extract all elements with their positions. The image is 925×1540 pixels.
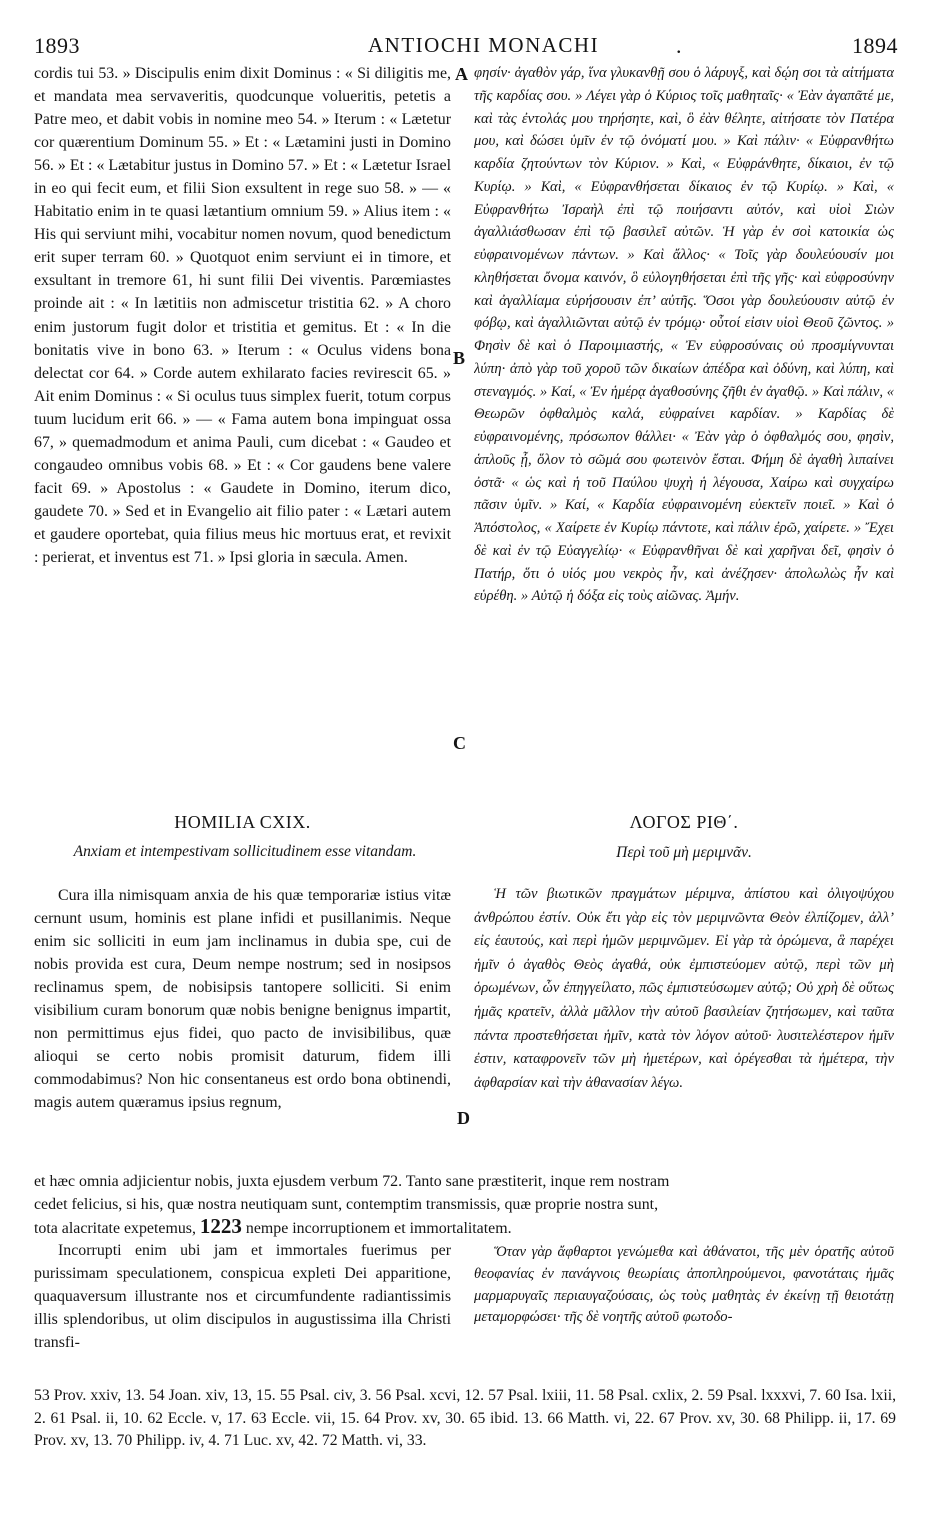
latin-continued-text: cordis tui 53. » Discipulis enim dixit Dominus : « Si diligitis me, et mandata mea servaveritis, quodcunque volueritis, petetis a Patre meo, et dabit vobis in nomine meo 54. » Iterum : « Lætetur cor quærentium Dominum 55. » Et : « Lætamini justi in Domino 56. » Et : « Lætabitur justus in Domino 57. » Et : « Lætetur Israel in eo qui fecit eum, et filii Sion exsultent in rege suo 58. » — « Habitatio enim in te quasi lætantium omnium 59. » Alius item : « His qui serviunt mihi, vocabitur nomen novum, quod benedictum erit super terram 60. » Quotquot enim serviunt ei in timore, et exsultant in tremore 61, hi sunt filii Dei viventis. Parœmiastes proinde ait : « In lætitiis non admiscetur tristitia 62. » A choro enim justorum fugit dolor et tristitia et gemitus. Et : « In die bonitatis vive in bono 63. » Iterum : « Oculus videns bona delectat cor 64. » Corde autem exhilarato facies revirescit 65. » Ait enim Dominus : « Si oculus tuus simplex fuerit, totum corpus tuum lucidum erit 66. » — « Fama autem bona impinguat ossa 67, » quemadmodum et anima Pauli, cum dicebat : « Gaudeo et congaudeo omnibus vobis 68. » Et : « Cor gaudens bene valere facit 69. » Apostolus : « Gaudete in Domino, iterum dico, gaudete 70. » Sed et in Evangelio ait filio pater : « Lætari autem et gaudere oportebat, quia filius meus hic mortuus erat, et revixit : perierat, et inventus est 71. » Ipsi gloria in sæcula. Amen. [34,65,451,566]
latin-line-3-end: nempe incorruptionem et immortalitatem. [245,1220,512,1237]
column-number: 1223 [199,1214,242,1238]
latin-homily-text: Cura illa nimisquam anxia de his quæ temporariæ istius vitæ cernunt usum, hominis est plane infidi et pusillanimis. Neque enim sic solliciti in eum jam inclinamus in dubia spe, cui de nobis provida est cura, Deum nempe nostrum; sed in nosipsos reclinamus spem, de nobisipsis tantopere solliciti. Si enim visibilium curam bonorum quæ nobis benigne benignus impartit, non permittimus ejus fidei, quo pacto de invisibilibus, quæ alioqui se certo nobis promisit daturum, fidem illi commodabimus? Non hic consentaneus est ordo bona obtinendi, magis autem quæramus ipsius regnum, [34,887,451,1112]
margin-letter-b: B [453,348,466,368]
latin-line-3-start: tota alacritate expetemus, [34,1220,196,1237]
page-number-left: 1893 [34,33,80,58]
greek-homily-title: ΛΟΓΟΣ ΡΙΘ΄. [629,812,739,832]
latin-homily-text-continued: Incorrupti enim ubi jam et immortales fuerimus per purissimam speculationem, conspicua expleti Dei apparitione, quaquaversum illustrante nos et circumfundente radiantissimis illis splendoribus, ut olim discipulos in augustissima illa Christi transfi- [34,1242,451,1352]
greek-homily-text-continued: Ὅταν γὰρ ἄφθαρτοι γενώμεθα καὶ ἀθάνατοι, τῆς μὲν ὁρατῆς αὐτοῦ θεοφανίας ἐν πανάγνοις θεωρίαις ἀποπληρούμενοι, φανοτάταις ἡμᾶς μαρμαρυγαῖς περιαυγαζούσαις, ὡς τοὺς μαθητὰς ἐν ἐκείνῃ τῇ θειοτάτῃ μεταμορφώσει· τῆς δὲ νοητῆς αὐτοῦ φωτοδο- [474,1244,894,1326]
margin-letter-c: C [453,733,466,753]
latin-full-width-line-2: cedet felicius, si his, quæ nostra neutiquam sunt, contemptim transmissis, quæ proprie nostra sunt, [34,1196,659,1213]
margin-letter-a: A [455,64,468,84]
page-number-right: 1894 [852,33,898,58]
latin-homily-subtitle: Anxiam et intempestivam sollicitudinem esse vitandam. [73,843,417,860]
latin-homily-title: HOMILIA CXIX. [174,812,311,832]
running-header [28,33,898,61]
greek-homily-text: Ἡ τῶν βιωτικῶν πραγμάτων μέριμνα, ἀπίστου καὶ ὀλιγοψύχου ἀνθρώπου ἐστίν. Οὐκ ἔτι γὰρ εἰς τὸν μεριμνῶντα Θεὸν ἐλπίζομεν, ἀλλ’ εἰς ἑαυτούς, καὶ περὶ ἡμῶν μεριμνῶμεν. Εἰ γὰρ τὰ ὁρώμενα, ἃ παρέχει ἡμῖν ὁ ἀγαθὸς Θεὸς ἀγαθά, οὐκ ἐμπιστεύομεν αὐτῷ, περὶ τῶν μὴ ὁρωμένων, ὧν ἐπηγγείλατο, πῶς ἐμπιστεύσωμεν αὐτῷ; Οὐ χρὴ δὲ οὕτως ἡμᾶς κρατεῖν, ἀλλὰ μᾶλλον τὴν αὐτοῦ βασιλείαν ζητήσωμεν, καὶ ταῦτα πάντα προστεθήσεται ἡμῖν, κατὰ τὸν λόγον αὐτοῦ· λυσιτελέστερον ἡμῖν ἐστιν, καταφρονεῖν τῶν μὴ ἡμετέρων, καὶ ὀρέγεσθαι τὰ ἡμέτερα, τὴν ἀφθαρσίαν καὶ τὴν ἀθανασίαν λέγω. [474,886,894,1091]
latin-full-width-line-3 [34,1215,896,1240]
running-title: ANTIOCHI MONACHI [368,33,600,57]
header-dot: . [676,33,682,58]
greek-continued-text: φησίν· ἀγαθὸν γάρ, ἵνα γλυκανθῇ σου ὁ λάρυγξ, καὶ δῴη σοι τὰ αἰτήματα τῆς καρδίας σου. » Λέγει γὰρ ὁ Κύριος τοῖς μαθηταῖς· « Ἐὰν ἀγαπᾶτέ με, καὶ τὰς ἐντολάς μου τηρήσητε, καὶ, ὃ ἐὰν θέλητε, αἰτήσατε τὸν Πατέρα μου, καὶ δώσει ὑμῖν ἐν τῷ ὀνόματί μου. » Καὶ πάλιν· « Εὐφρανθήτω καρδία ζητούντων τὸν Κύριον. » Καὶ, « Εὐφράνθητε, δίκαιοι, ἐν τῷ Κυρίῳ. » Καὶ, « Εὐφρανθήσεται δίκαιος ἐν τῷ Κυρίῳ. » Καὶ, « Εὐφρανθήτω Ἰσραὴλ ἐπὶ τῷ ποιήσαντι αὐτόν, καὶ υἱοὶ Σιὼν ἀγαλλιάσθωσαν ἐπὶ τῷ βασιλεῖ αὐτῶν. Ἡ γὰρ ἐν σοὶ κατοικία ὡς εὐφραινομένων πάντων. » Καὶ ἄλλος· « Τοῖς γὰρ δουλεύουσίν μοι κληθήσεται ὄνομα καινόν, ὃ εὐλογηθήσεται ἐπὶ τῆς γῆς· καὶ εὐφροσύνην καὶ ἀγαλλίαμα εὑρήσουσιν ἐπ’ αὐτῆς. Ὅσοι γὰρ δουλεύουσιν αὐτῷ ἐν φόβῳ, καὶ ἀγαλλιῶνται αὐτῷ ἐν τρόμῳ· οὗτοί εἰσιν υἱοὶ Θεοῦ ζῶντος. » Φησὶν δὲ καὶ ὁ Παροιμιαστής, « Ἐν εὐφροσύναις οὐ προσμίγνυνται λύπη· ἀπὸ γὰρ τοῦ χοροῦ τῶν δικαίων ἀπέδρα καὶ ὀδύνη, καὶ λύπη, καὶ στεναγμός. » Καί, « Ἐν ἡμέρᾳ ἀγαθοσύνης ζῆθι ἐν ἀγαθῷ. » Καὶ πάλιν, « Θεωρῶν ὀφθαλμὸς καλά, εὐφραίνει καρδίαν. » Καρδίας δὲ εὐφραινομένης, πρόσωπον θάλλει· « Ἐὰν γὰρ ὁ ὀφθαλμός σου, φησὶν, ἁπλοῦς ᾖ, ὅλον τὸ σῶμά σου φωτεινὸν ἔσται. Φήμη δὲ ἀγαθὴ λιπαίνει ὀστᾶ· « ὡς καὶ ἡ τοῦ Παύλου ψυχὴ ἡ λέγουσα, Χαίρω καὶ συγχαίρω πᾶσιν ὑμῖν. » Καί, « Καρδία εὐφραινομένη εὐεκτεῖν ποιεῖ. » Καὶ ὁ Ἀπόστολος, « Χαίρετε ἐν Κυρίῳ πάντοτε, καὶ πάλιν ἐρῶ, χαίρετε. » Ἔχει δὲ καὶ ἐν τῷ Εὐαγγελίῳ· « Εὐφρανθῆναι δὲ καὶ χαρῆναι δεῖ, φησὶν ὁ Πατήρ, ὅτι ὁ υἱός μου νεκρὸς ἦν, καὶ ἀνέζησεν· ἀπολωλὼς ἦν καὶ εὑρέθη. » Αὐτῷ ἡ δόξα εἰς τοὺς αἰῶνας. Ἀμήν. [474,65,894,605]
greek-homily-subtitle: Περὶ τοῦ μὴ μεριμνᾶν. [616,844,752,861]
latin-full-width-line-1: et hæc omnia adjicientur nobis, juxta ejusdem verbum 72. Tanto sane præstiterit, inque rem nostram [34,1173,670,1190]
margin-letter-d: D [457,1108,470,1128]
footnotes: 53 Prov. xxiv, 13. 54 Joan. xiv, 13, 15. 55 Psal. civ, 3. 56 Psal. xcvi, 12. 57 Psal. lxiii, 11. 58 Psal. cxlix, 2. 59 Psal. lxxxvi, 7. 60 Isa. lxii, 2. 61 Psal. ii, 10. 62 Eccle. v, 17. 63 Eccle. vii, 15. 64 Prov. xv, 30. 65 ibid. 13. 66 Matth. vi, 22. 67 Prov. xv, 30. 68 Philipp. ii, 17. 69 Prov. xv, 13. 70 Philipp. iv, 4. 71 Luc. xv, 42. 72 Matth. vi, 33. [34,1387,896,1449]
